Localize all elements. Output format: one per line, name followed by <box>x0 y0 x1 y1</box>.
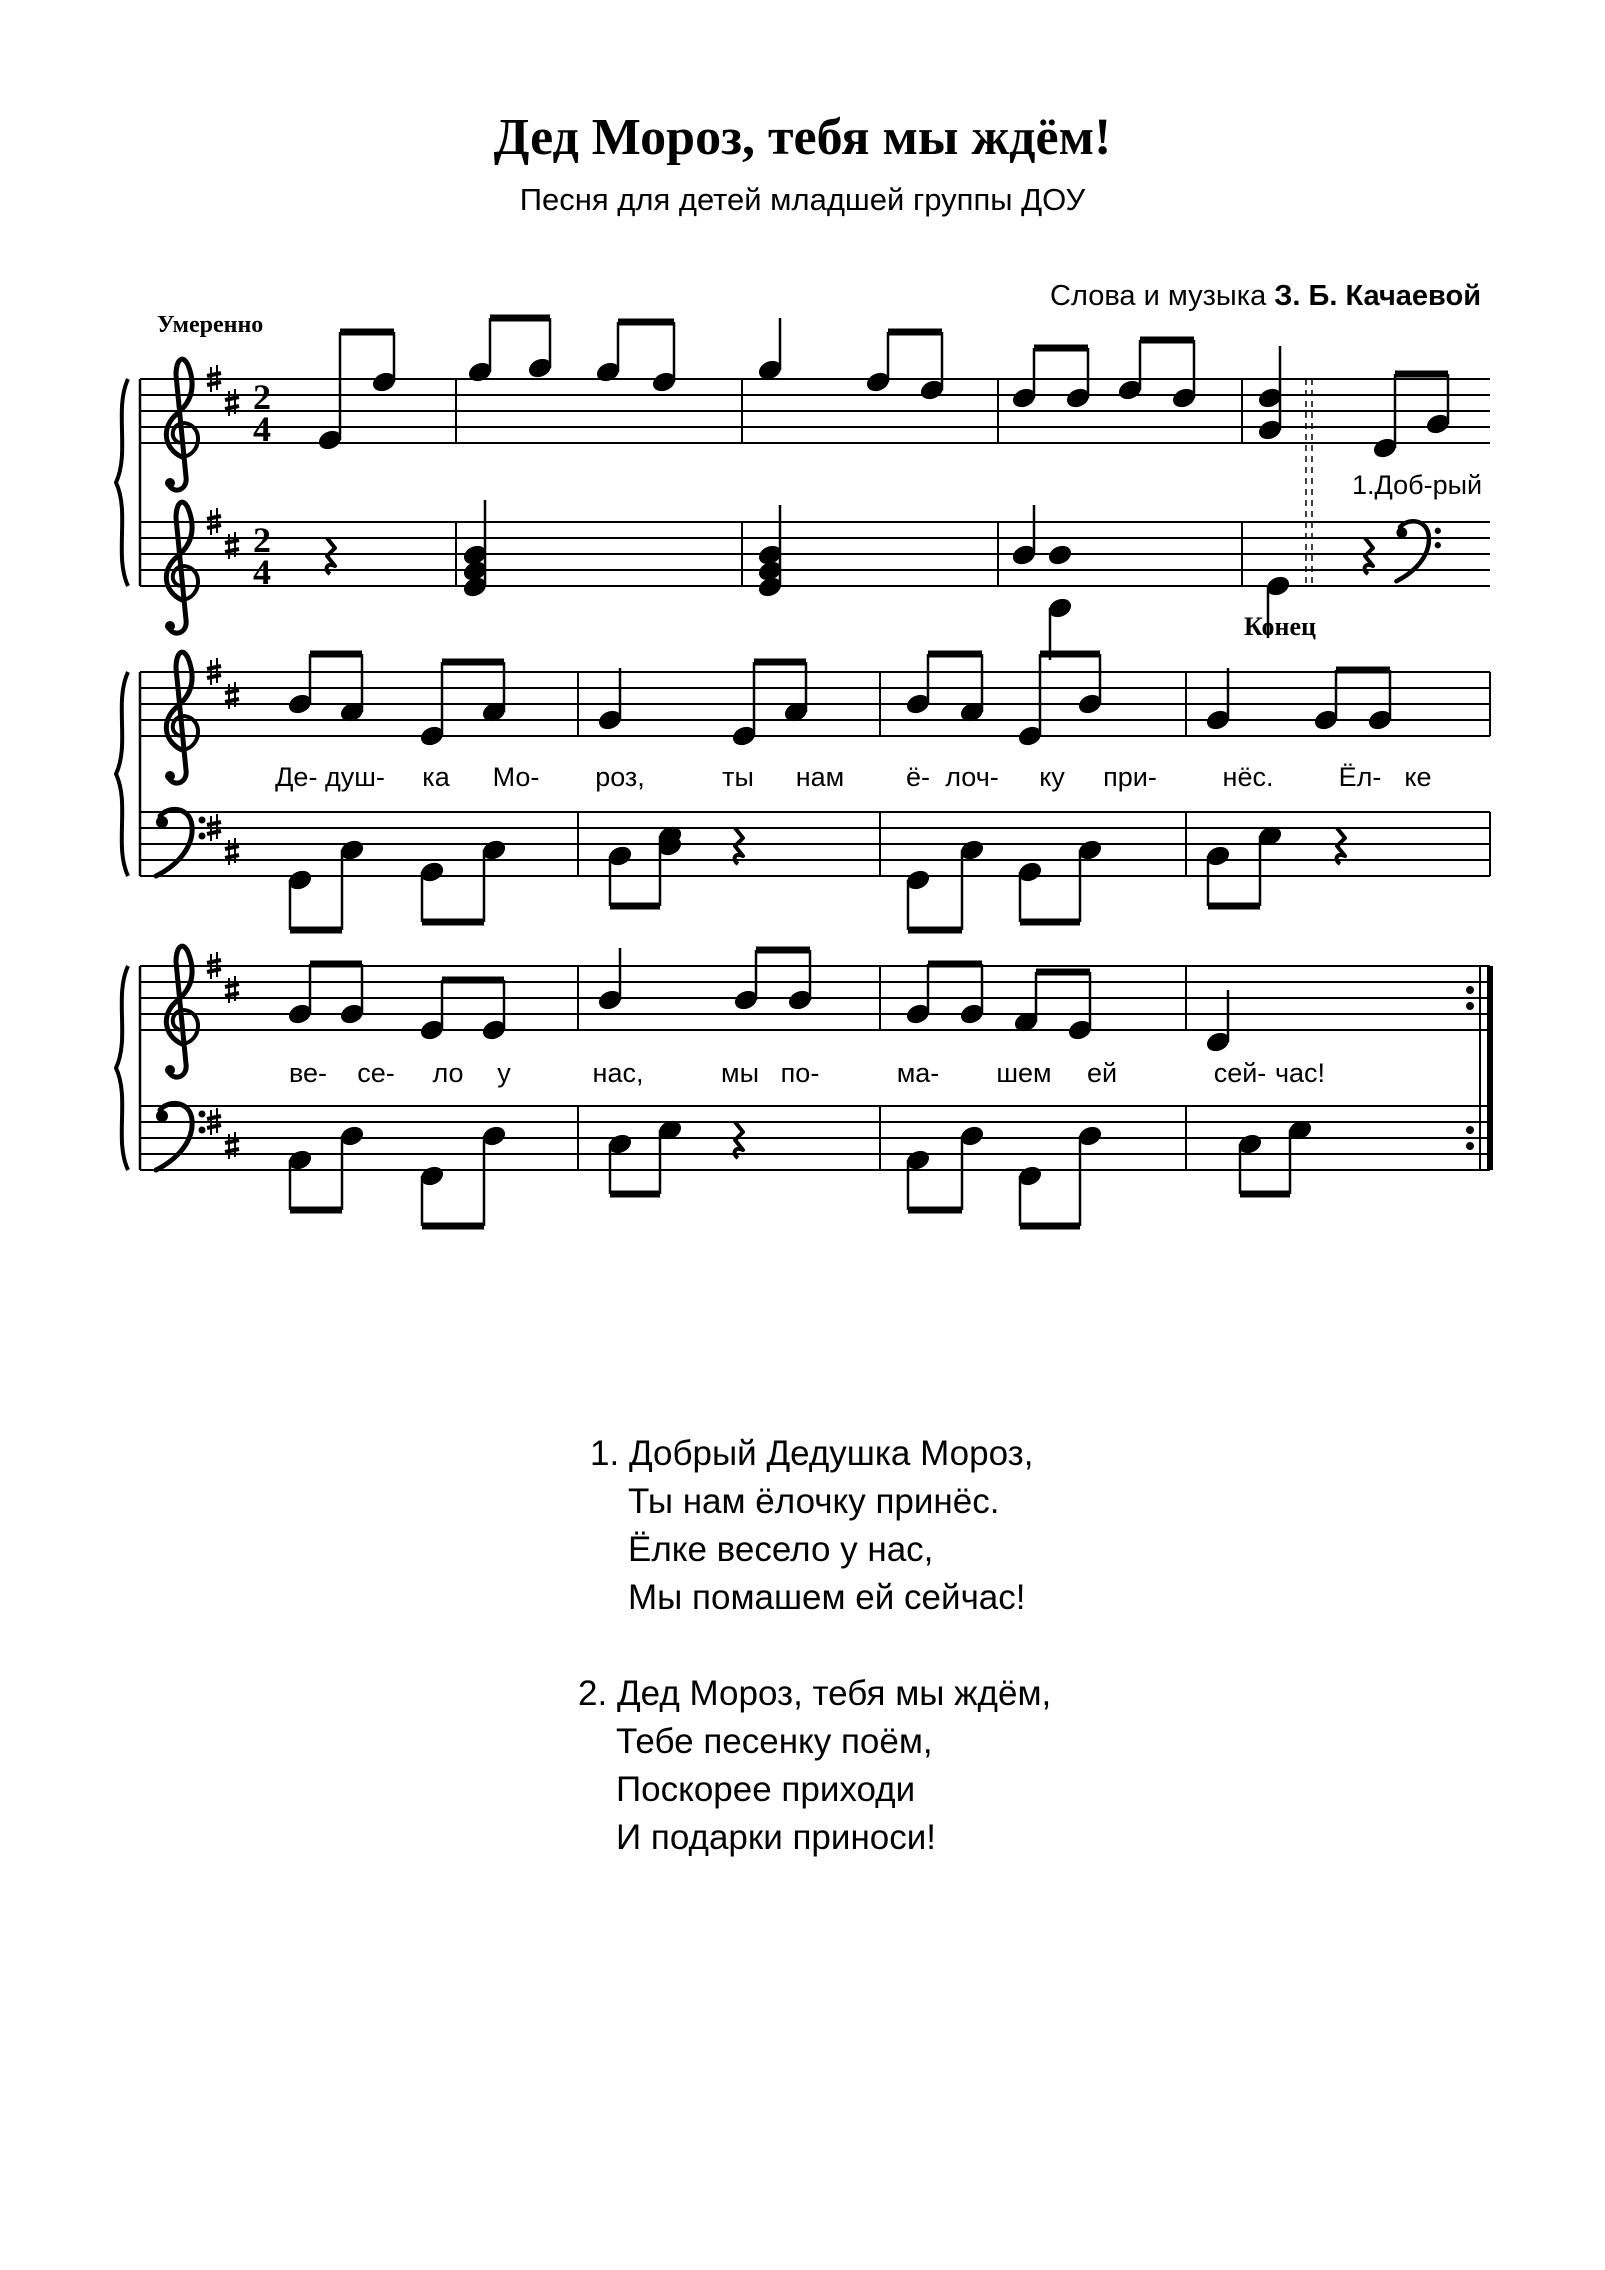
lyric-syllable: ве- <box>288 1058 328 1088</box>
fine-label: Конец <box>1243 612 1317 641</box>
lyric-syllable: ло <box>432 1058 464 1088</box>
quarter-rest-icon <box>1365 538 1373 574</box>
bass-clef-icon <box>156 809 206 876</box>
system-brace <box>116 966 128 1170</box>
lyric-syllable: ма- <box>896 1058 940 1088</box>
lyric-syllable: Ёл- <box>1338 762 1382 792</box>
time-sig-top: 2 <box>253 377 271 417</box>
repeat-dot <box>1466 1002 1474 1010</box>
quarter-rest-icon <box>735 1122 743 1158</box>
verse-line: 2. Дед Мороз, тебя мы ждём, <box>578 1674 1052 1713</box>
lyric-syllable: Де- душ- <box>275 762 385 792</box>
time-sig-bottom: 4 <box>253 552 271 592</box>
lyric-syllable: ты <box>722 762 754 792</box>
verse-2 <box>578 1670 1051 1862</box>
lyric-syllable: ей <box>1086 1058 1118 1088</box>
verse-line: Мы помашем ей сейчас! <box>628 1578 1026 1617</box>
bass-clef-icon <box>156 1103 206 1170</box>
lyric-syllable: час! <box>1274 1058 1326 1088</box>
repeat-dot <box>1466 1126 1474 1134</box>
verse-line: Ёлке весело у нас, <box>628 1530 934 1569</box>
quarter-rest-icon <box>735 828 743 864</box>
verse-line: Ты нам ёлочку принёс. <box>628 1482 1000 1521</box>
quarter-rest-icon <box>1337 828 1345 864</box>
time-sig-top: 2 <box>253 520 271 560</box>
lyric-syllable: сей- <box>1213 1058 1267 1088</box>
verse-1 <box>590 1430 1033 1622</box>
system-brace <box>116 672 128 876</box>
verse-line: Тебе песенку поём, <box>616 1722 933 1761</box>
repeat-dot <box>1466 986 1474 994</box>
lyric-syllable: по- <box>780 1058 820 1088</box>
lyric-syllable: ку <box>1039 762 1065 792</box>
quarter-rest-icon <box>327 538 335 574</box>
lyric-syllable: мы <box>721 1058 759 1088</box>
verse-line: И подарки приноси! <box>616 1818 937 1857</box>
lyric-syllable: нам <box>795 762 845 792</box>
lyric-syllable: се- <box>357 1058 395 1088</box>
notehead <box>1047 543 1074 567</box>
lyric-syllable: шем <box>996 1058 1052 1088</box>
credit-prefix: Слова и музыка <box>1050 280 1267 312</box>
time-sig-bottom: 4 <box>253 409 271 449</box>
song-subtitle: Песня для детей младшей группы ДОУ <box>519 182 1086 217</box>
bass-clef-icon <box>1396 521 1441 581</box>
lyric-syllable: при- <box>1103 762 1157 792</box>
lyric-syllable: ка <box>422 762 450 792</box>
lyric-syllable: роз, <box>595 762 645 792</box>
volta-label: 1.Доб-рый <box>1352 470 1483 500</box>
credit-author: З. Б. Качаевой <box>1274 280 1482 312</box>
repeat-dot <box>1466 1142 1474 1150</box>
lyric-syllable: ке <box>1404 762 1432 792</box>
lyric-syllable: нас, <box>592 1058 644 1088</box>
lyric-syllable: Мо- <box>492 762 540 792</box>
lyric-syllable: ё- <box>905 762 931 792</box>
verse-line: Поскорее приходи <box>616 1770 916 1809</box>
system-brace <box>116 379 128 586</box>
lyric-syllable: лоч- <box>945 762 999 792</box>
lyric-syllable: у <box>497 1058 511 1088</box>
tempo-marking: Умеренно <box>157 312 264 338</box>
verse-line: 1. Добрый Дедушка Мороз, <box>590 1434 1034 1473</box>
song-title: Дед Мороз, тебя мы ждём! <box>493 109 1112 166</box>
lyric-syllable: нёс. <box>1222 762 1274 792</box>
